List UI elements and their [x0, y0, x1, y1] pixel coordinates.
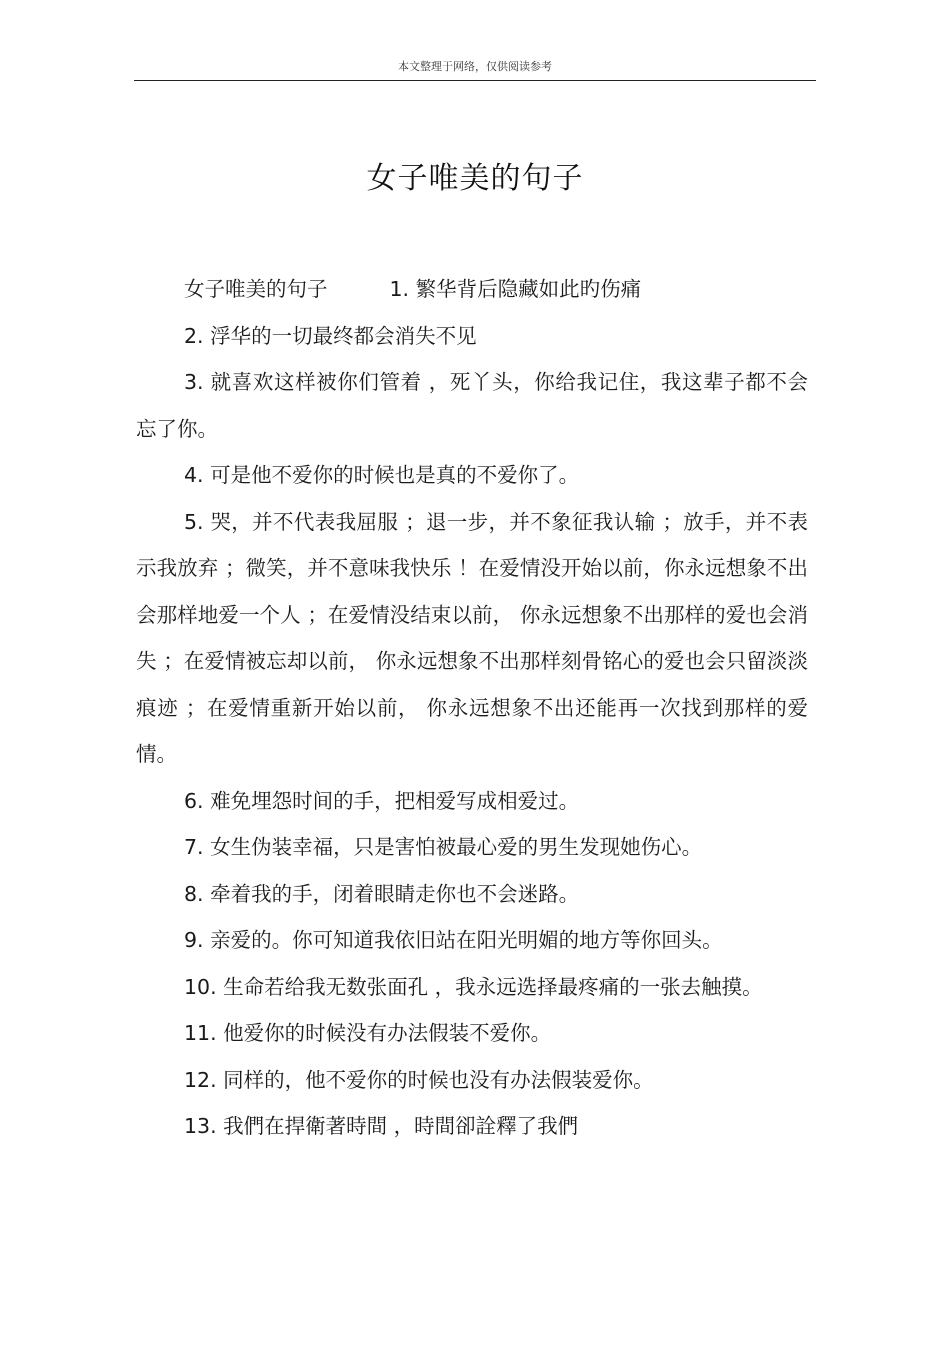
page-header: 本文整理于网络，仅供阅读参考: [398, 60, 552, 73]
paragraph-10: 10. 生命若给我无数张面孔 ，我永远选择最疼痛的一张去触摸。: [184, 974, 763, 999]
header-divider: [134, 80, 816, 81]
paragraph-11: 11. 他爱你的时候没有办法假装不爱你。: [184, 1021, 552, 1045]
page-title: 女子唯美的句子: [366, 161, 584, 196]
inline-heading: 女子唯美的句子: [184, 277, 328, 301]
paragraph-5: 5. 哭，并不代表我屈服 ；退一步，并不象征我认输 ；放手，并不表示我放弃 ；微笑，并不意味我快乐 ！在爱情没开始以前，你永远想象不出会那样地爱一个人 ；在爱情没结束以前， 你永远想象不出那样的爱也会消失 ；在爱情被忘却以前， 你永远想象不出那样刻骨铭心的爱也会只留淡淡痕迹 ；在爱情重新开始以前， 你永远想象不出还能再一次找到那样的爱情。: [136, 509, 808, 766]
paragraph-1: [136, 266, 808, 313]
paragraph-9: 9. 亲爱的。你可知道我依旧站在阳光明媚的地方等你回头。: [184, 928, 723, 952]
paragraph-12: 12. 同样的，他不爱你的时候也没有办法假装爱你。: [184, 1067, 654, 1092]
paragraph-2: 2. 浮华的一切最终都会消失不见: [184, 323, 477, 348]
paragraph-6: 6. 难免埋怨时间的手，把相爱写成相爱过。: [184, 788, 580, 813]
paragraph-3: 3. 就喜欢这样被你们管着 ，死丫头，你给我记住，我这辈子都不会忘了你。: [136, 370, 808, 441]
list-item-text: 1. 繁华背后隐藏如此旳伤痛: [389, 277, 642, 301]
paragraph-13: 13. 我們在捍衛著時間 ，時間卻詮釋了我們: [184, 1114, 579, 1138]
paragraph-4: 4. 可是他不爱你的时候也是真的不爱你了。: [184, 463, 580, 487]
paragraph-7: 7. 女生伪装幸福，只是害怕被最心爱的男生发现她伤心。: [184, 835, 703, 859]
paragraph-8: 8. 牵着我的手，闭着眼睛走你也不会迷路。: [184, 881, 580, 906]
document-body: [136, 266, 808, 1150]
